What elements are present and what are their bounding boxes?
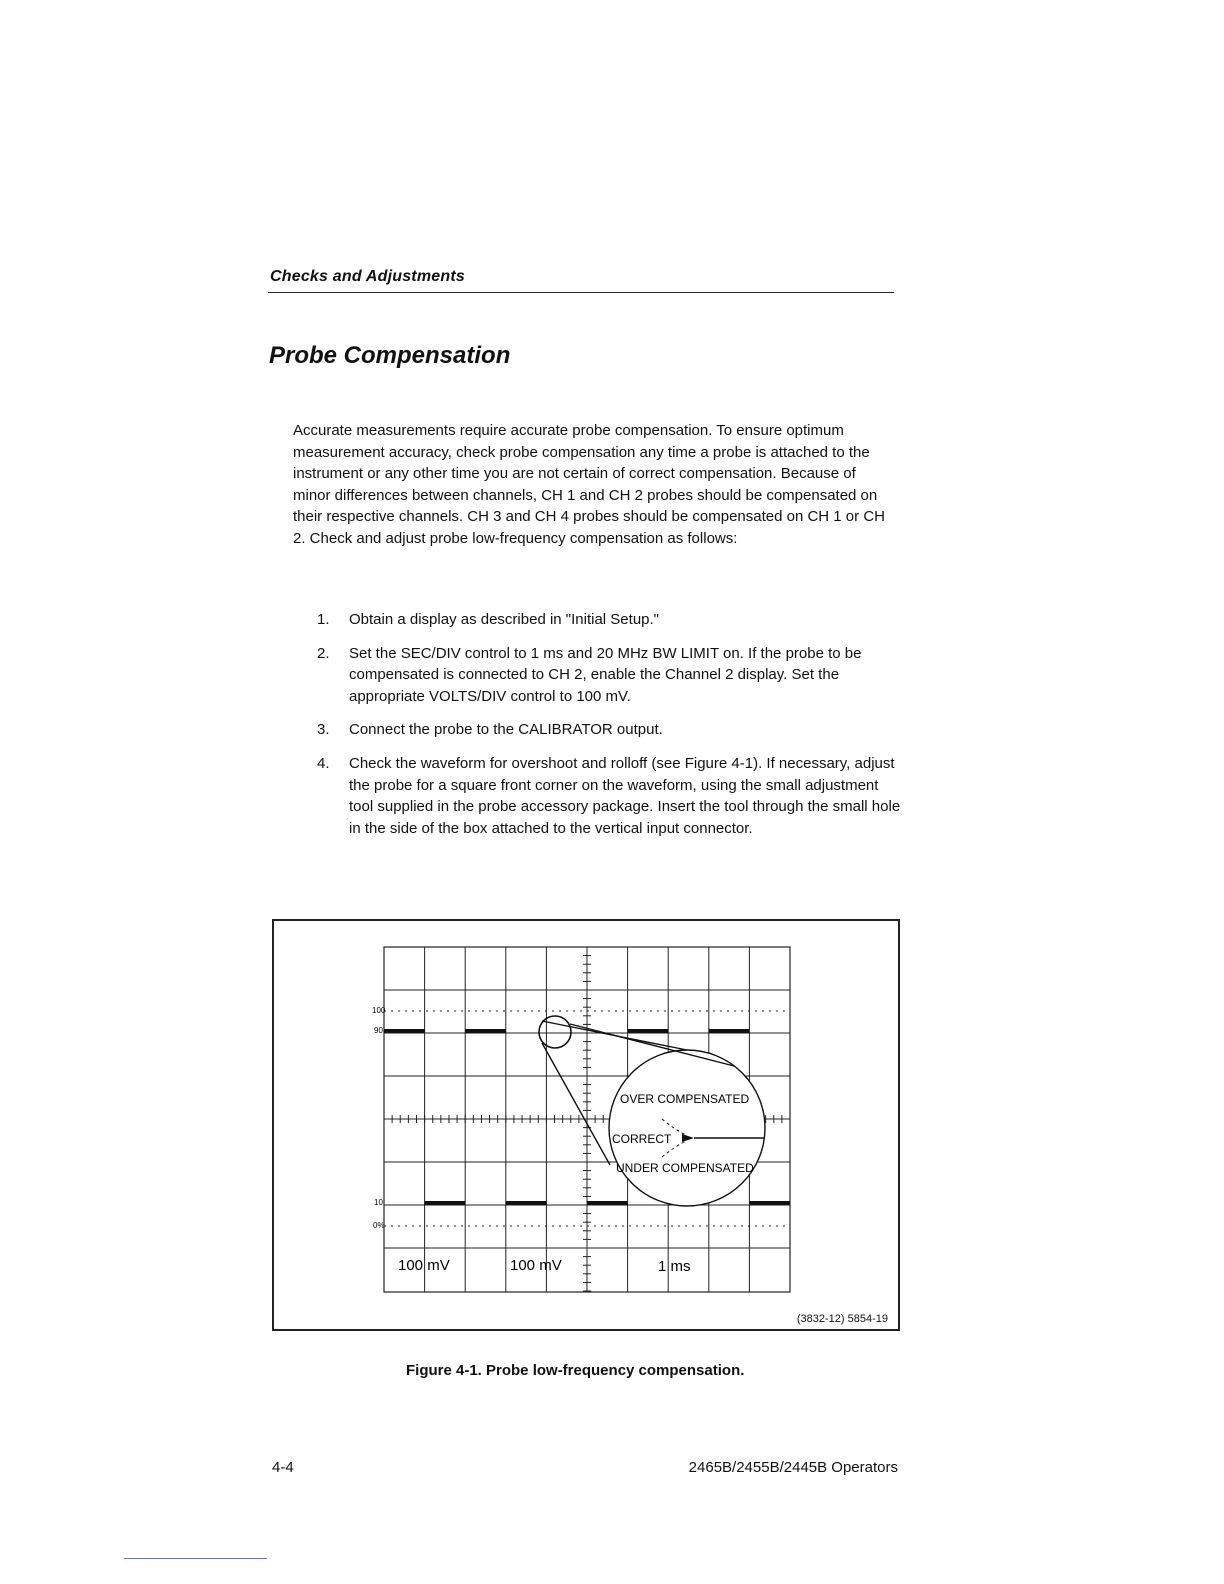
- callout-under-compensated: UNDER COMPENSATED: [616, 1161, 754, 1175]
- step-text: Set the SEC/DIV control to 1 ms and 20 MHz BW LIMIT on. If the probe to be compensated is connected to CH 2, enable the Channel 2 display. Set the appropriate VOLTS/DIV control to 100 mV.: [349, 644, 862, 705]
- readout-ch1-volts: 100 mV: [398, 1257, 450, 1274]
- header-rule: [268, 292, 894, 293]
- document-name: 2465B/2455B/2445B Operators: [688, 1459, 898, 1476]
- step-number: 1.: [317, 611, 330, 628]
- step-number: 2.: [317, 644, 330, 662]
- step-text: Connect the probe to the CALIBRATOR output.: [349, 721, 663, 739]
- step-number: 3.: [317, 721, 330, 739]
- readout-time: 1 ms: [658, 1258, 691, 1275]
- step-text: Obtain a display as described in "Initial Setup.": [349, 611, 659, 628]
- step-1: [293, 609, 901, 631]
- oscilloscope-graticule-diagram: [274, 921, 898, 1329]
- page-title: Probe Compensation: [269, 342, 511, 369]
- intro-paragraph: Accurate measurements require accurate probe compensation. To ensure optimum measurement accuracy, check probe compensation any time a probe is attached to the instrument or any other time you are not certain of correct compensation. Because of minor differences between channels, CH 1 and CH 2 probes should be compensated on their respective channels. CH 3 and CH 4 probes should be compensated on CH 1 or CH 2. Check and adjust probe low-frequency compensation as follows:: [293, 422, 885, 547]
- section-header: Checks and Adjustments: [270, 268, 465, 285]
- callout-over-compensated: OVER COMPENSATED: [620, 1092, 750, 1106]
- figure-code: (3832-12) 5854-19: [796, 1313, 888, 1325]
- callout-correct: CORRECT: [612, 1132, 672, 1146]
- label-10: 10: [374, 1198, 383, 1207]
- readout-ch2-volts: 100 mV: [510, 1257, 562, 1274]
- procedure-steps: [293, 609, 901, 851]
- step-2: [293, 643, 901, 708]
- step-3: [293, 719, 901, 741]
- figure-4-1: [272, 919, 900, 1331]
- step-text: Check the waveform for overshoot and rolloff (see Figure 4-1). If necessary, adjust the probe for a square front corner on the waveform, using the small adjustment tool supplied in the probe accessory package. Insert the tool through the small hole in the side of the box attached to the vertical input connector.: [349, 754, 901, 837]
- label-90: 90: [374, 1026, 383, 1035]
- step-number: 4.: [317, 754, 330, 772]
- figure-caption: Figure 4-1. Probe low-frequency compensation.: [406, 1362, 745, 1379]
- label-100: 100: [372, 1006, 386, 1015]
- page-number: 4-4: [272, 1459, 294, 1476]
- label-0-percent: 0%: [373, 1221, 385, 1230]
- step-4: [293, 753, 901, 839]
- footnote-rule: [124, 1558, 267, 1559]
